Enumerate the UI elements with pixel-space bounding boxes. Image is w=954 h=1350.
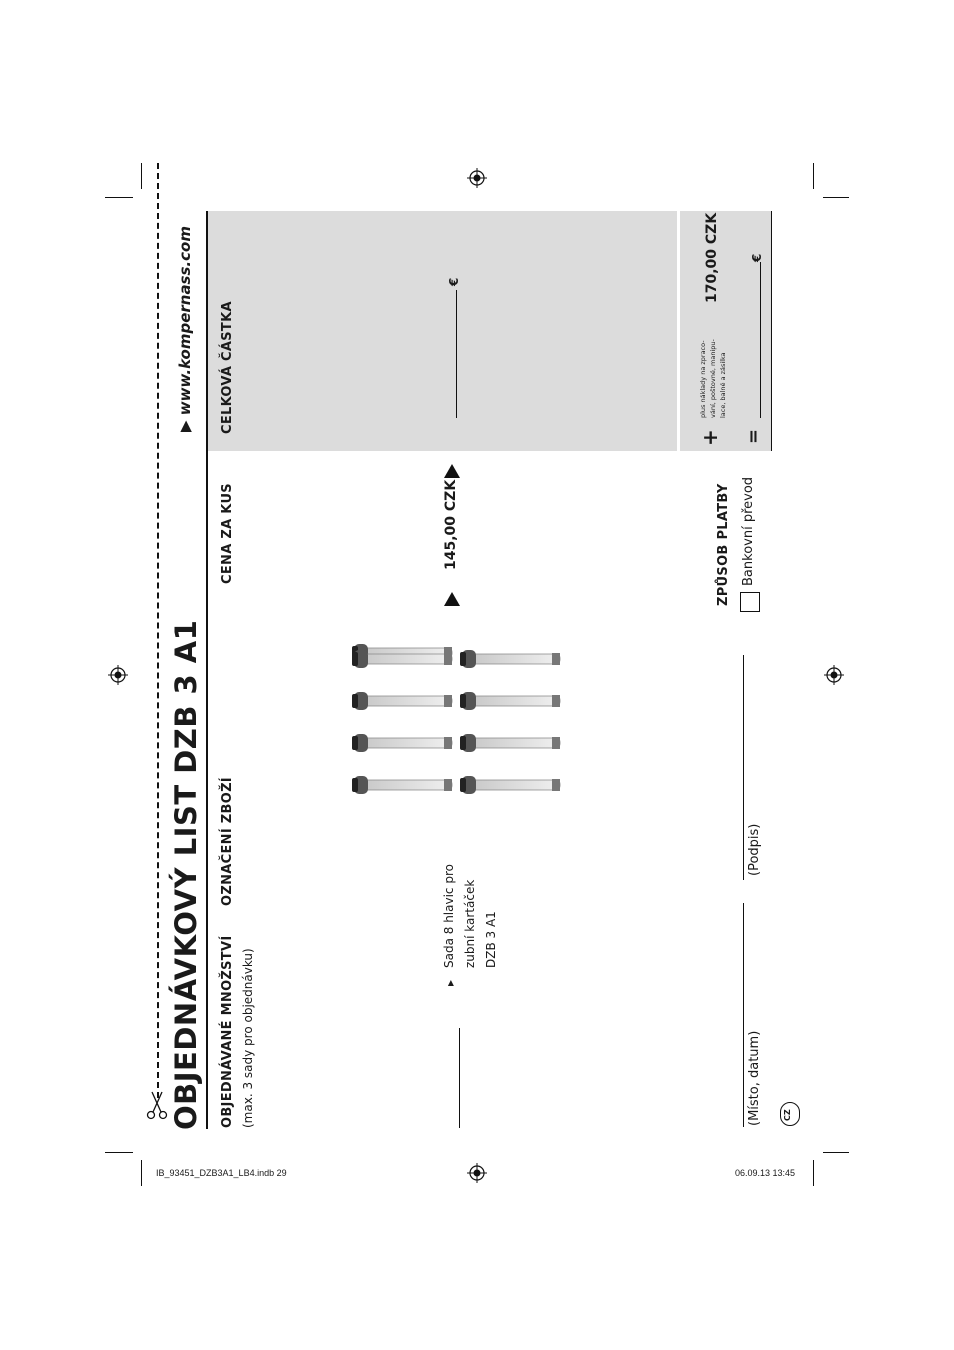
signature-line[interactable]	[743, 655, 744, 880]
website-link[interactable]: ▶ www.kompernass.com	[176, 226, 194, 432]
bank-transfer-checkbox[interactable]	[740, 592, 760, 612]
table-border	[771, 211, 772, 451]
total-input-line[interactable]	[456, 290, 457, 418]
quantity-input-line[interactable]	[459, 1028, 460, 1128]
arrow-right-icon: ▶	[176, 415, 194, 432]
equals-sign: =	[743, 428, 764, 444]
euro-symbol: €	[750, 253, 764, 262]
item-header: OZNAČENÍ ZBOŽÍ	[220, 777, 235, 906]
page-title: OBJEDNÁVKOVÝ LIST DZB 3 A1	[169, 619, 203, 1130]
country-code: CZ	[783, 1109, 792, 1121]
crop-mark	[813, 1160, 814, 1186]
crop-mark	[823, 1152, 849, 1153]
registration-mark-icon	[108, 665, 128, 685]
shipping-note-1: plus náklady na zpraco-	[699, 340, 707, 418]
place-date-label: (Místo, datum)	[747, 1030, 762, 1126]
crop-mark	[141, 163, 142, 189]
crop-mark	[105, 1152, 133, 1153]
unit-price: 145,00 CZK	[443, 479, 459, 570]
scissors-icon	[146, 1090, 168, 1120]
registration-mark-icon	[467, 168, 487, 188]
bullet-arrow-icon: ▸	[443, 979, 457, 986]
crop-mark	[105, 197, 133, 198]
shipping-note-3: lace, balné a zásilka	[719, 352, 727, 418]
quantity-header: OBJEDNÁVANÉ MNOŽSTVÍ	[220, 935, 235, 1128]
grand-total-line[interactable]	[760, 262, 761, 418]
total-header: CELKOVÁ ČÁSTKA	[220, 301, 235, 434]
crop-mark	[823, 197, 849, 198]
quantity-note: (max. 3 sady pro objednávku)	[241, 948, 255, 1128]
registration-mark-icon	[467, 1163, 487, 1183]
payment-header: ZPŮSOB PLATBY	[716, 483, 731, 606]
place-date-line[interactable]	[743, 903, 744, 1127]
registration-mark-icon	[824, 665, 844, 685]
arrow-up-icon	[444, 592, 460, 606]
shipping-price: 170,00 CZK	[704, 212, 720, 303]
cut-line	[157, 163, 159, 1098]
footer-filename: IB_93451_DZB3A1_LB4.indb 29	[156, 1168, 287, 1178]
product-image	[352, 640, 562, 810]
crop-mark	[141, 1160, 142, 1186]
footer-date: 06.09.13 13:45	[735, 1168, 796, 1178]
shipping-note-2: vání, poštovné, manipu-	[709, 339, 717, 418]
item-line-2: zubní kartáček	[463, 879, 477, 968]
table-top-border	[206, 211, 208, 1129]
item-line-1: Sada 8 hlavic pro	[442, 864, 456, 968]
unit-price-header: CENA ZA KUS	[220, 483, 235, 584]
signature-label: (Podpis)	[747, 823, 762, 876]
item-line-3: DZB 3 A1	[484, 911, 498, 968]
crop-mark	[813, 163, 814, 189]
arrow-up-icon	[444, 464, 460, 478]
bank-transfer-label: Bankovní převod	[741, 476, 756, 586]
plus-sign: +	[698, 429, 722, 446]
euro-symbol: €	[447, 277, 461, 286]
